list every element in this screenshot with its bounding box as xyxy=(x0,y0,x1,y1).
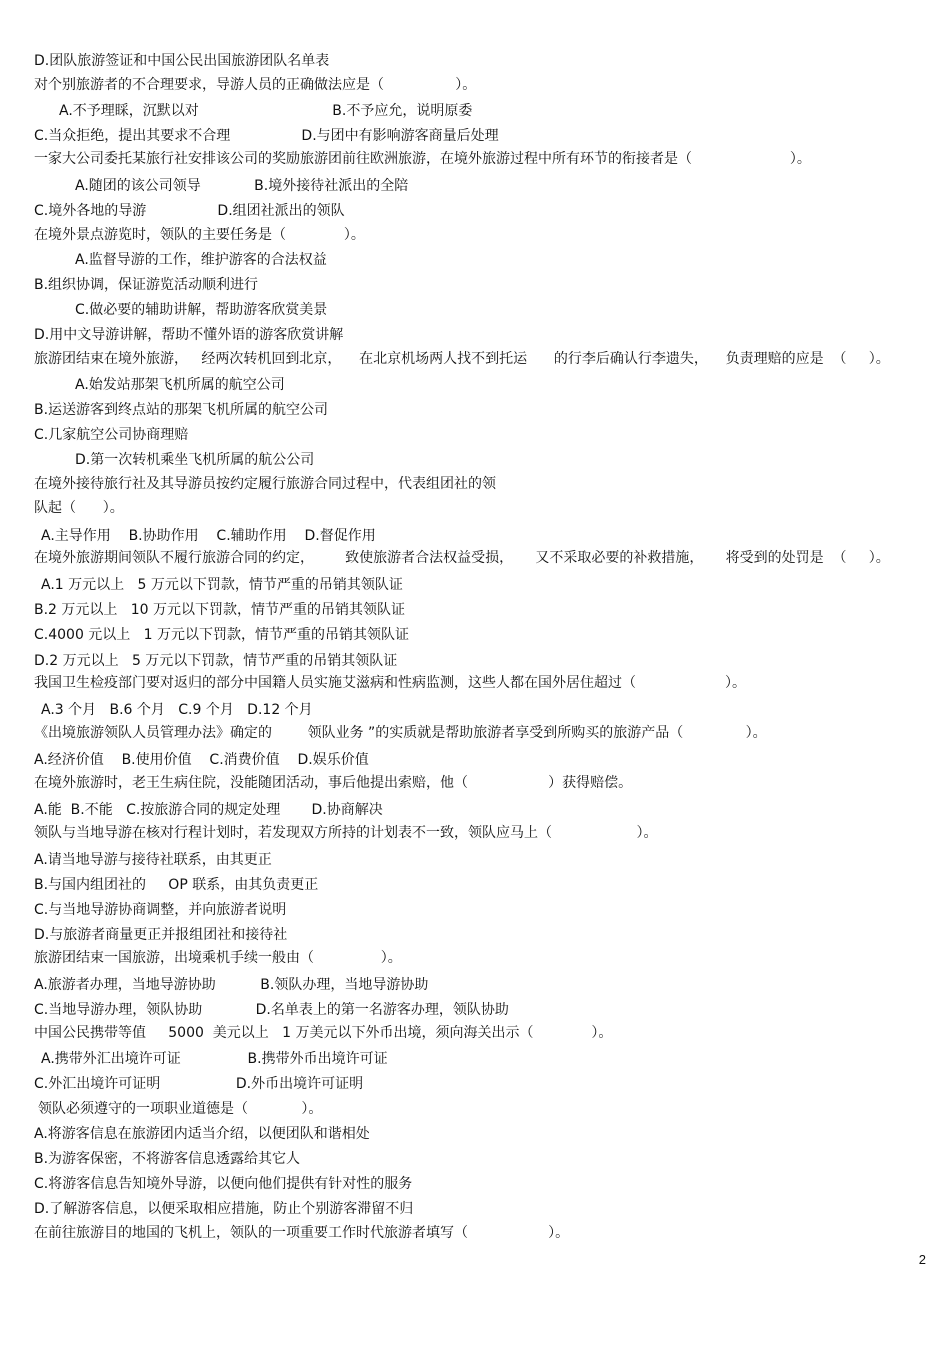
option-line: A.旅游者办理，当地导游协助 B.领队办理，当地导游协助 xyxy=(34,977,429,993)
option-line: C.与当地导游协商调整，并向旅游者说明 xyxy=(34,902,287,918)
option-line: A.1 万元以上 5 万元以下罚款，情节严重的吊销其领队证 xyxy=(41,577,403,593)
option-line: A.始发站那架飞机所属的航空公司 xyxy=(75,377,285,393)
option-line: C.境外各地的导游 D.组团社派出的领队 xyxy=(34,203,345,219)
option-line: D.了解游客信息，以便采取相应措施，防止个别游客滞留不归 xyxy=(34,1201,414,1217)
option-line: A.将游客信息在旅游团内适当介绍，以便团队和谐相处 xyxy=(34,1126,370,1142)
option-line: D.2 万元以上 5 万元以下罚款，情节严重的吊销其领队证 xyxy=(34,653,398,669)
question-line: 在境外接待旅行社及其导游员按约定履行旅游合同过程中，代表组团社的领 xyxy=(34,476,496,492)
option-line: C.当地导游办理，领队协助 D.名单表上的第一名游客办理，领队协助 xyxy=(34,1002,509,1018)
option-line: A.监督导游的工作，维护游客的合法权益 xyxy=(75,252,327,268)
option-line: C.几家航空公司协商理赔 xyxy=(34,427,189,443)
question-line: 中国公民携带等值 5000 美元以上 1 万美元以下外币出境，须向海关出示（ ）。 xyxy=(34,1025,613,1041)
question-line: 对个别旅游者的不合理要求，导游人员的正确做法应是（ ）。 xyxy=(34,77,477,93)
option-line: B.为游客保密，不将游客信息透露给其它人 xyxy=(34,1151,301,1167)
option-line: C.将游客信息告知境外导游，以便向他们提供有针对性的服务 xyxy=(34,1176,413,1192)
question-line: 在境外景点游览时，领队的主要任务是（ ）。 xyxy=(34,227,365,243)
option-line: D.团队旅游签证和中国公民出国旅游团队名单表 xyxy=(34,53,330,69)
option-line: B.组织协调，保证游览活动顺利进行 xyxy=(34,277,259,293)
question-line: 《出境旅游领队人员管理办法》确定的 领队业务 ”的实质就是帮助旅游者享受到所购买的旅游产品（ ）。 xyxy=(34,725,767,741)
question-line: 领队必须遵守的一项职业道德是（ ）。 xyxy=(38,1101,323,1117)
question-line: 旅游团结束一国旅游，出境乘机手续一般由（ ）。 xyxy=(34,950,402,966)
option-line: A.主导作用 B.协助作用 C.辅助作用 D.督促作用 xyxy=(41,528,376,544)
question-line: 我国卫生检疫部门要对返归的部分中国籍人员实施艾滋病和性病监测，这些人都在国外居住超过（ ）。 xyxy=(34,675,747,691)
option-line: A.不予理睬，沉默以对 B.不予应允，说明原委 xyxy=(59,103,473,119)
option-line: B.与国内组团社的 OP 联系，由其负责更正 xyxy=(34,877,319,893)
option-line: A.随团的该公司领导 B.境外接待社派出的全陪 xyxy=(75,178,409,194)
question-line: 队起（ ）。 xyxy=(34,500,124,516)
question-line: 一家大公司委托某旅行社安排该公司的奖励旅游团前往欧洲旅游，在境外旅游过程中所有环节的衔接者是（ ）。 xyxy=(34,151,811,167)
question-line: 在境外旅游期间领队不履行旅游合同的约定， 致使旅游者合法权益受损， 又不采取必要的补救措施， 将受到的处罚是 （ ）。 xyxy=(34,550,890,566)
question-line: 旅游团结束在境外旅游， 经两次转机回到北京， 在北京机场两人找不到托运 的行李后确认行李遗失， 负责理赔的应是 （ ）。 xyxy=(34,351,890,367)
option-line: A.3 个月 B.6 个月 C.9 个月 D.12 个月 xyxy=(41,702,313,718)
question-line: 领队与当地导游在核对行程计划时，若发现双方所持的计划表不一致，领队应马上（ ）。 xyxy=(34,825,658,841)
option-line: A.经济价值 B.使用价值 C.消费价值 D.娱乐价值 xyxy=(34,752,369,768)
option-line: C.4000 元以上 1 万元以下罚款，情节严重的吊销其领队证 xyxy=(34,627,410,643)
option-line: D.第一次转机乘坐飞机所属的航公公司 xyxy=(75,452,315,468)
page-number: 2 xyxy=(918,1252,926,1267)
option-line: C.做必要的辅助讲解，帮助游客欣赏美景 xyxy=(75,302,328,318)
question-line: 在前往旅游目的地国的飞机上，领队的一项重要工作时代旅游者填写（ ）。 xyxy=(34,1225,570,1241)
option-line: B.运送游客到终点站的那架飞机所属的航空公司 xyxy=(34,402,329,418)
option-line: B.2 万元以上 10 万元以下罚款，情节严重的吊销其领队证 xyxy=(34,602,406,618)
option-line: C.当众拒绝，提出其要求不合理 D.与团中有影响游客商量后处理 xyxy=(34,128,499,144)
option-line: A.携带外汇出境许可证 B.携带外币出境许可证 xyxy=(41,1051,388,1067)
option-line: A.请当地导游与接待社联系，由其更正 xyxy=(34,852,272,868)
option-line: C.外汇出境许可证明 D.外币出境许可证明 xyxy=(34,1076,364,1092)
option-line: A.能 B.不能 C.按旅游合同的规定处理 D.协商解决 xyxy=(34,802,383,818)
option-line: D.与旅游者商量更正并报组团社和接待社 xyxy=(34,927,288,943)
option-line: D.用中文导游讲解，帮助不懂外语的游客欣赏讲解 xyxy=(34,327,344,343)
question-line: 在境外旅游时，老王生病住院，没能随团活动，事后他提出索赔，他（ ）获得赔偿。 xyxy=(34,775,633,791)
